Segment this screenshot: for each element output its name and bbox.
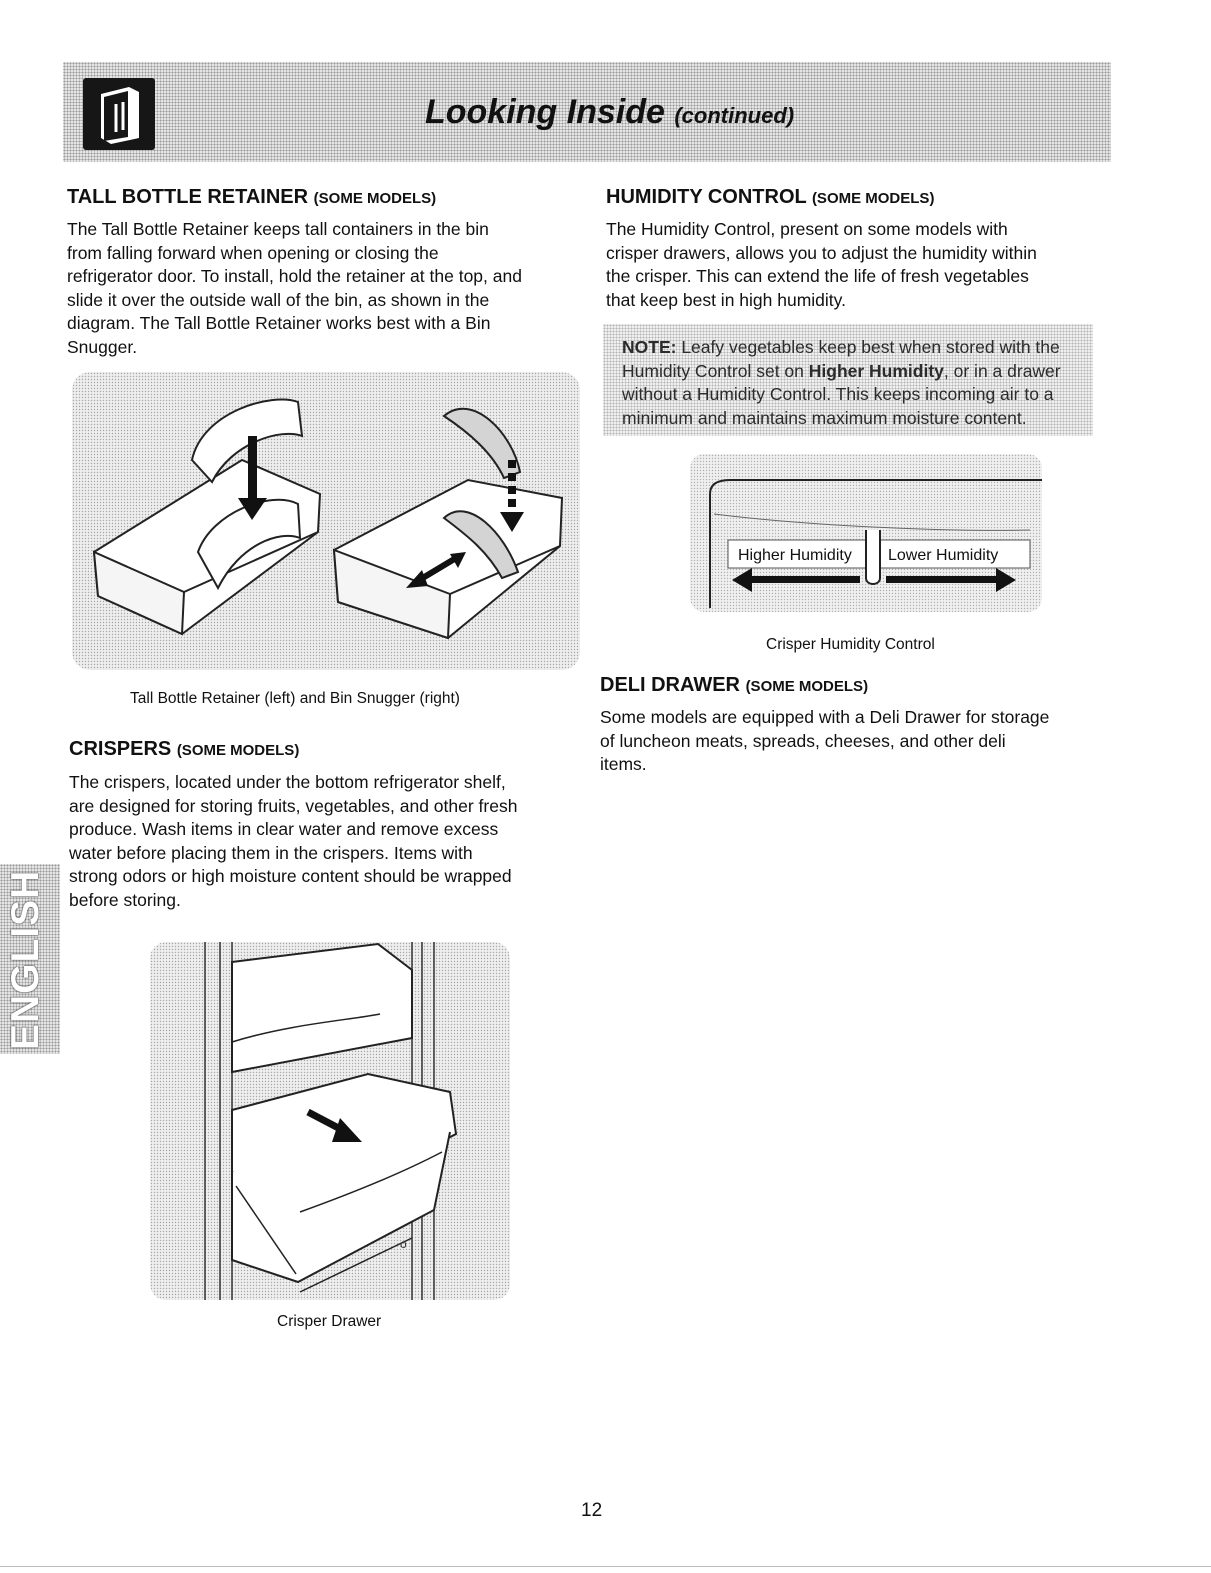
crispers-heading-text: CRISPERS bbox=[69, 738, 172, 760]
text-line: crisper drawers, allows you to adjust the humidity within bbox=[606, 242, 1037, 263]
text-line: slide it over the outside wall of the bin, as shown in the bbox=[67, 289, 490, 310]
tall-bottle-caption: Tall Bottle Retainer (left) and Bin Snugger (right) bbox=[130, 690, 460, 707]
text-line: that keep best in high humidity. bbox=[606, 289, 846, 310]
humidity-control-figure bbox=[690, 454, 1042, 612]
note-text-part: Leafy vegetables keep best when stored with the Humidity Control set on bbox=[622, 337, 1060, 381]
deli-heading-note: (SOME MODELS) bbox=[745, 678, 869, 695]
text-line: diagram. The Tall Bottle Retainer works best with a Bin bbox=[67, 313, 491, 333]
tall-bottle-heading bbox=[67, 186, 436, 209]
text-line: Some models are equipped with a Deli Drawer for storage bbox=[600, 707, 1050, 727]
deli-heading-text: DELI DRAWER bbox=[600, 674, 740, 696]
humidity-control-caption: Crisper Humidity Control bbox=[766, 636, 935, 653]
note-text-part: , or in a drawer without a Humidity Control. This keeps incoming air to a minimum and maintains maximum moisture content. bbox=[622, 360, 1061, 428]
svg-text:o: o bbox=[400, 1237, 407, 1251]
deli-body bbox=[600, 706, 1105, 777]
text-line: The crispers, located under the bottom refrigerator shelf, bbox=[69, 772, 506, 792]
page-title-subtitle: (continued) bbox=[674, 103, 795, 128]
humidity-heading-text: HUMIDITY CONTROL bbox=[606, 186, 807, 208]
bottom-rule bbox=[0, 1566, 1211, 1567]
crisper-drawer-figure bbox=[150, 942, 510, 1300]
text-line: produce. Wash items in clear water and remove excess bbox=[69, 819, 499, 839]
page-title bbox=[425, 93, 794, 132]
text-line: strong odors or high moisture content should be wrapped bbox=[69, 866, 512, 886]
deli-heading bbox=[600, 674, 868, 697]
page-title-text: Looking Inside bbox=[425, 93, 665, 131]
text-line: are designed for storing fruits, vegetables, and other fresh bbox=[69, 795, 518, 816]
text-line: from falling forward when opening or closing the bbox=[67, 242, 439, 263]
text-line: water before placing them in the crispers. Items with bbox=[69, 842, 473, 863]
note-label: NOTE: bbox=[622, 337, 677, 357]
crispers-heading bbox=[69, 738, 299, 761]
text-line: items. bbox=[600, 754, 647, 774]
note-emphasis: Higher Humidity bbox=[808, 360, 944, 381]
page-number: 12 bbox=[581, 1500, 603, 1521]
text-line: before storing. bbox=[69, 889, 181, 910]
refrigerator-icon bbox=[83, 78, 155, 150]
text-line: refrigerator door. To install, hold the retainer at the top, and bbox=[67, 266, 522, 286]
text-line: of luncheon meats, spreads, cheeses, and other deli bbox=[600, 730, 1006, 751]
crispers-body bbox=[69, 771, 589, 912]
humidity-heading-note: (SOME MODELS) bbox=[811, 190, 935, 207]
higher-humidity-label: Higher Humidity bbox=[738, 547, 852, 564]
tall-bottle-body bbox=[67, 218, 587, 359]
humidity-heading bbox=[606, 186, 934, 209]
language-side-tab-label: ENGLISH bbox=[4, 869, 47, 1050]
text-line: The Tall Bottle Retainer keeps tall containers in the bin bbox=[67, 219, 489, 239]
crisper-drawer-caption: Crisper Drawer bbox=[277, 1313, 382, 1330]
tall-bottle-heading-text: TALL BOTTLE RETAINER bbox=[67, 186, 309, 208]
text-line: The Humidity Control, present on some models with bbox=[606, 219, 1008, 239]
tall-bottle-heading-note: (SOME MODELS) bbox=[313, 190, 437, 207]
text-line: Snugger. bbox=[67, 336, 138, 357]
text-line: the crisper. This can extend the life of fresh vegetables bbox=[606, 266, 1029, 286]
lower-humidity-label: Lower Humidity bbox=[888, 547, 999, 564]
humidity-body bbox=[606, 218, 1106, 312]
note-text bbox=[622, 336, 1092, 430]
tall-bottle-figure bbox=[72, 372, 580, 670]
crispers-heading-note: (SOME MODELS) bbox=[176, 742, 300, 759]
